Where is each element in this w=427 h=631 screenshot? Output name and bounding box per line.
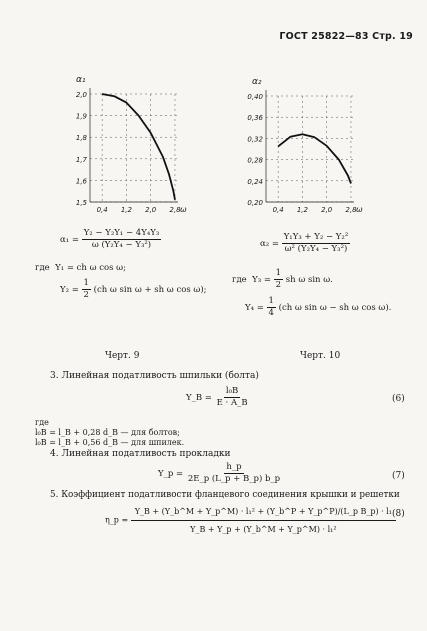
formula-numerator: 1 [275,268,282,278]
data-curve [102,94,175,200]
formula-denominator: ω (Y₂Y₄ − Y₃²) [91,240,152,250]
chart-9 [60,64,200,224]
definition-studs: l₀B = l_B + 0,56 d_B — для шпилек. [35,438,185,447]
formula-lhs: Y_B = [186,393,212,403]
data-curve [278,134,351,183]
y-axis-label: α₁ [76,75,86,85]
y-tick-label: 1,6 [75,177,87,186]
formula-denominator: E · A_B [216,398,248,408]
y-tick-label: 1,5 [75,199,87,207]
formula-lhs: η_p = [105,515,129,525]
x-tick-label: 2,0 [145,206,157,214]
y-tick-label: 0,36 [247,114,263,123]
formula-lhs: Y₃ = [252,275,271,285]
equation-number-7: (7) [392,471,405,481]
formula-y1 [35,263,126,273]
y-tick-label: 1,8 [75,134,87,143]
formula-lhs: Y_p = [158,469,184,479]
x-tick-label: 1,2 [296,206,308,214]
y-tick-label: 2,0 [75,91,87,99]
y-tick-label: 0,24 [247,177,263,186]
x-axis-label: ω [180,205,187,214]
formula-numerator: Y₁Y₃ + Y₂ − Y₂² [283,232,349,242]
formula-y4 [245,296,391,319]
formula-rhs: (ch ω sin ω + sh ω cos ω); [93,285,207,295]
where-label: где [35,418,49,427]
x-tick-label: 1,2 [120,206,132,214]
formula-denominator: Y_B + Y_p + (Y_b^M + Y_p^M) · l₁² [190,525,337,534]
x-tick-label: 0,4 [272,206,284,214]
formula-lhs: α₁ = [60,235,79,245]
x-tick-label: 0,4 [96,206,108,214]
x-tick-label: 2,8 [169,206,181,214]
formula-alpha2 [260,232,350,255]
y-tick-label: 1,7 [75,155,87,164]
section-5-heading: 5. Коэффициент податливости фланцевого соединения крышки и решетки [50,490,400,500]
caption-chart-9: Черт. 9 [105,351,140,361]
x-tick-label: 2,8 [345,206,357,214]
section-3-heading: 3. Линейная податливость шпильки (болта) [50,371,259,381]
formula-rhs: sh ω sin ω. [285,275,333,285]
x-axis-label: ω [356,205,363,214]
formula-yb [186,386,250,409]
formula-lhs: Y₂ = [60,285,79,295]
page-header: ГОСТ 25822—83 Стр. 19 [279,31,413,42]
formula-numerator: h_p [226,462,242,472]
formula-denominator: ω² (Y₂Y₄ − Y₃²) [284,244,348,254]
formula-numerator: 1 [268,296,274,306]
formula-lhs: Y₄ = [245,303,264,313]
where-label: где [232,275,247,285]
chart-10 [238,64,373,224]
y-tick-label: 1,9 [75,112,87,121]
y-axis-label: α₂ [252,77,262,87]
formula-numerator: Y₂ − Y₂Y₁ − 4Y₄Y₃ [83,228,160,238]
formula-alpha1 [60,228,161,251]
formula-numerator: Y_B + (Y_b^M + Y_p^M) · l₁² + (Y_b^P + Y_p^P)/(L_p B_p) · l₁ [131,503,396,521]
formula-y2 [60,278,207,301]
formula-y1-def: Y₁ = ch ω cos ω; [55,263,126,273]
formula-denominator: 2 [275,280,282,290]
y-tick-label: 0,40 [247,93,263,101]
equation-number-8: (8) [392,509,405,519]
formula-denominator: 2E_p (L_p + B_p) b_p [187,474,281,484]
formula-numerator: l₀B [225,386,239,396]
formula-numerator: 1 [83,278,89,288]
formula-lhs: α₂ = [260,239,279,249]
formula-eta [105,503,396,538]
formula-denominator: 2 [83,290,89,300]
formula-rhs: (ch ω sin ω − sh ω cos ω). [278,303,392,313]
y-tick-label: 0,32 [247,135,263,144]
formula-yp [158,462,282,485]
where-label: где [35,263,50,273]
definition-bolts: l₀B = l_B + 0,28 d_B — для болтов; [35,428,180,437]
caption-chart-10: Черт. 10 [300,351,341,361]
equation-number-6: (6) [392,394,405,404]
x-tick-label: 2,0 [321,206,333,214]
y-tick-label: 0,28 [247,156,263,165]
formula-denominator: 4 [268,308,274,318]
section-4-heading: 4. Линейная податливость прокладки [50,449,231,459]
formula-y3 [232,268,333,291]
y-tick-label: 0,20 [247,199,263,207]
